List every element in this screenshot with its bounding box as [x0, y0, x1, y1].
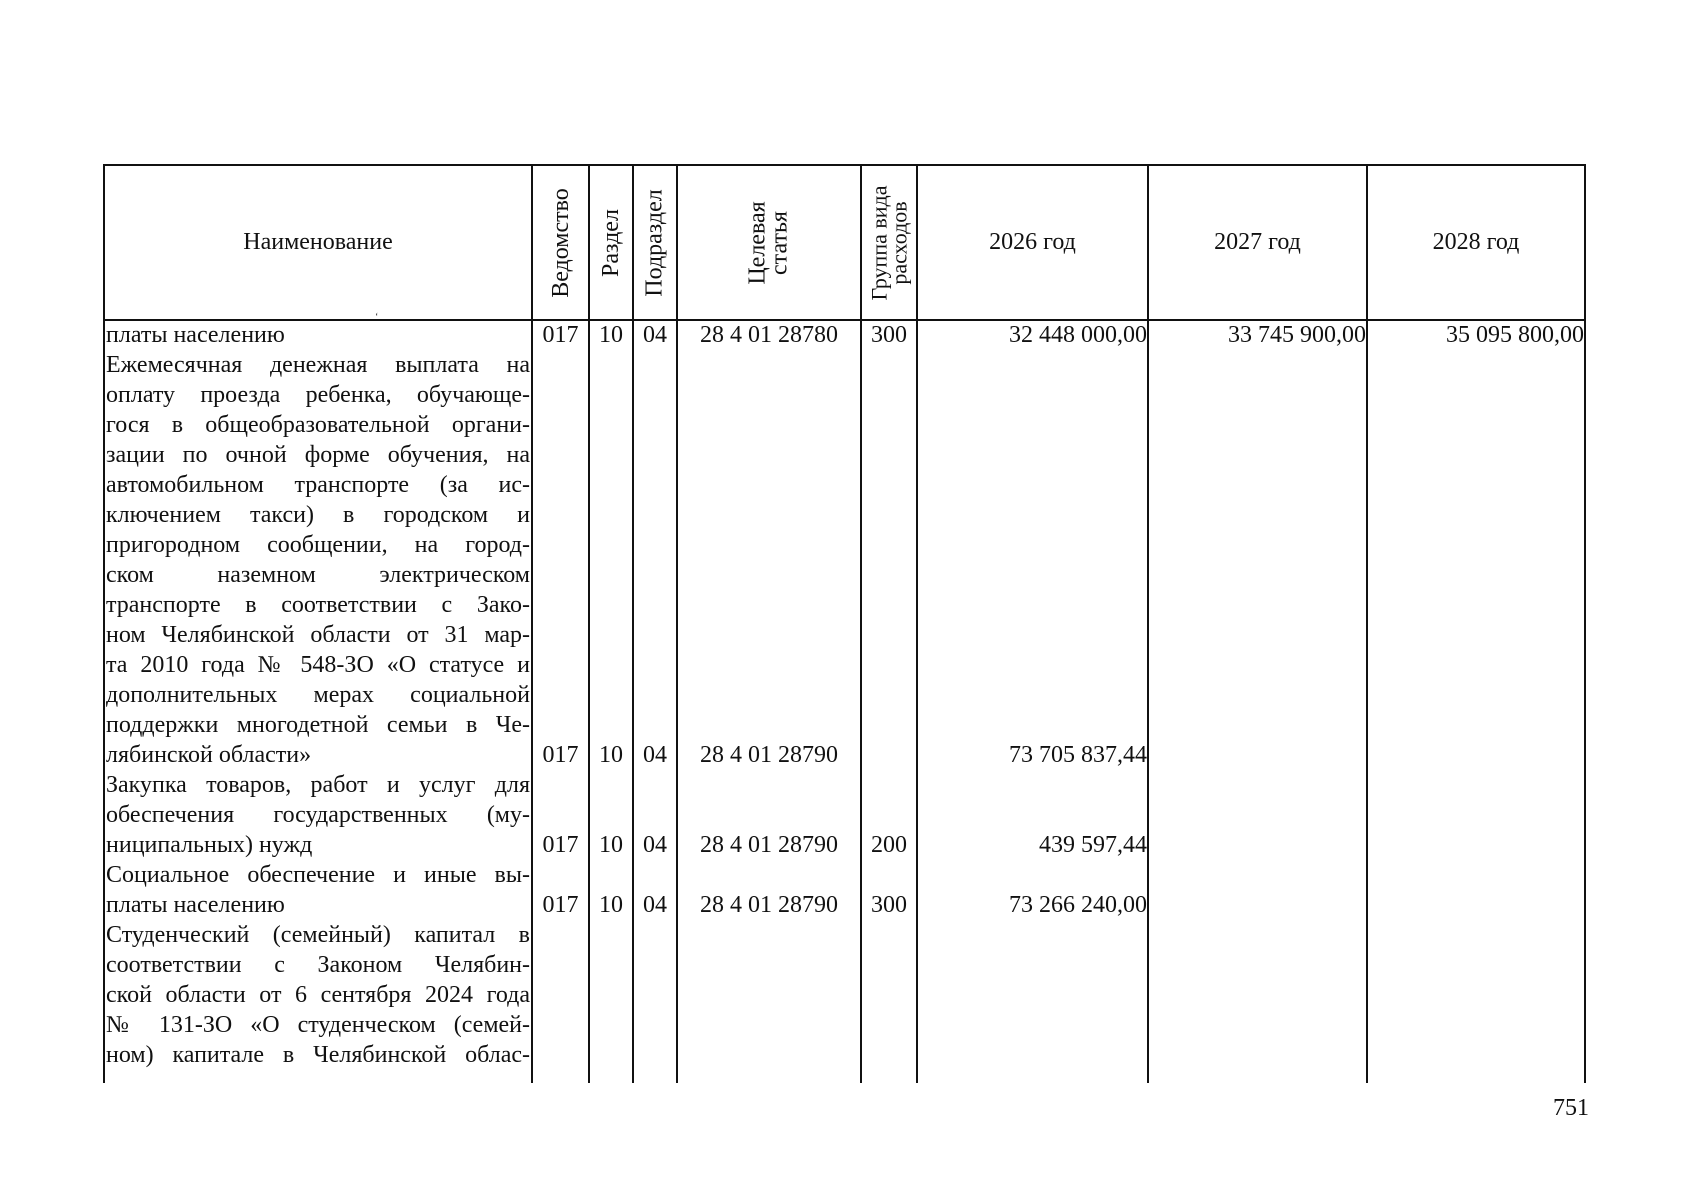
- row-1-description: [106, 350, 530, 770]
- header-exp: [862, 166, 916, 319]
- page-number: 751: [1553, 1095, 1589, 1121]
- header-subsection: [634, 166, 676, 319]
- header-exp-line2: расходов: [886, 200, 912, 285]
- header-2027-text: 2027 год: [1214, 229, 1301, 255]
- row-0-dept: 017: [542, 322, 579, 348]
- row-3-target: 28 4 01 28790: [700, 892, 838, 918]
- header-target-text: [744, 200, 793, 285]
- row-3-subsection: 04: [643, 892, 667, 918]
- desc-line: ном) капитале в Челябинской облас-: [106, 1042, 530, 1068]
- header-name: [105, 166, 531, 319]
- row-3-dept: 017: [542, 892, 579, 918]
- desc-line: зации по очной форме обучения, на: [106, 442, 530, 468]
- row-4-description: [106, 920, 530, 1070]
- desc-line: Социальное обеспечение и иные вы-: [106, 862, 530, 888]
- row-2-target: 28 4 01 28790: [700, 832, 838, 858]
- desc-line: Закупка товаров, работ и услуг для: [106, 772, 530, 798]
- row-0-description: [106, 320, 530, 350]
- row-0-2027: 33 745 900,00: [1228, 322, 1366, 348]
- desc-line: лябинской области»: [106, 742, 312, 768]
- desc-line: пригородном сообщении, на город-: [106, 532, 530, 558]
- row-3-exp: 300: [871, 892, 907, 918]
- header-2028-text: 2028 год: [1432, 229, 1520, 255]
- row-0-exp: 300: [871, 322, 907, 348]
- desc-line: платы населению: [106, 322, 285, 348]
- header-subsection-text: Подраздел: [642, 188, 669, 297]
- row-2-2026: 439 597,44: [1039, 832, 1147, 858]
- row-3-2026: 73 266 240,00: [1009, 892, 1147, 918]
- row-0-2026: 32 448 000,00: [1009, 322, 1147, 348]
- row-3-section: 10: [599, 892, 623, 918]
- desc-line: ниципальных) нужд: [106, 832, 313, 858]
- row-2-subsection: 04: [643, 832, 667, 858]
- desc-line: поддержки многодетной семьи в Че-: [106, 712, 530, 738]
- header-exp-line1: Группа вида: [866, 185, 892, 300]
- header-target-line2: статья: [766, 210, 793, 275]
- desc-line: оплату проезда ребенка, обучающе-: [106, 382, 530, 408]
- header-2026-text: 2026 год: [989, 229, 1076, 255]
- header-target: [678, 166, 860, 319]
- row-1-section: 10: [599, 742, 623, 768]
- header-2028: [1368, 166, 1584, 319]
- desc-line: транспорте в соответствии с Зако-: [106, 592, 530, 618]
- header-2026: [918, 166, 1147, 319]
- row-0-section: 10: [599, 322, 623, 348]
- desc-line: ской области от 6 сентября 2024 года: [106, 982, 530, 1008]
- desc-line: Ежемесячная денежная выплата на: [106, 352, 530, 378]
- row-0-2028: 35 095 800,00: [1446, 322, 1584, 348]
- row-1-target: 28 4 01 28790: [700, 742, 838, 768]
- header-dept: [533, 166, 588, 319]
- desc-line: ключением такси) в городском и: [106, 502, 530, 528]
- desc-line: ном Челябинской области от 31 мар-: [106, 622, 530, 648]
- desc-line: та 2010 года № 548-ЗО «О статусе и: [106, 652, 530, 678]
- header-section-text: Раздел: [598, 208, 625, 277]
- header-dept-text: Ведомство: [547, 187, 574, 298]
- scan-mark: ‘: [375, 312, 379, 323]
- budget-table: [103, 164, 1586, 1083]
- header-exp-text: [866, 185, 912, 300]
- desc-line: обеспечения государственных (му-: [106, 802, 530, 828]
- row-0-target: 28 4 01 28780: [700, 322, 838, 348]
- row-0-subsection: 04: [643, 322, 667, 348]
- row-2-exp: 200: [871, 832, 907, 858]
- desc-line: Студенческий (семейный) капитал в: [106, 922, 530, 948]
- col-border: [1584, 164, 1586, 1083]
- header-name-text: Наименование: [243, 229, 393, 255]
- desc-line: № 131-ЗО «О студенческом (семей-: [106, 1012, 530, 1038]
- header-target-line1: Целевая: [744, 200, 771, 285]
- row-3-description: [106, 860, 530, 920]
- row-1-2026: 73 705 837,44: [1009, 742, 1147, 768]
- row-2-dept: 017: [542, 832, 579, 858]
- header-2027: [1149, 166, 1366, 319]
- desc-line: гося в общеобразовательной органи-: [106, 412, 530, 438]
- desc-line: соответствии с Законом Челябин-: [106, 952, 530, 978]
- desc-line: ском наземном электрическом: [106, 562, 530, 588]
- row-1-dept: 017: [542, 742, 579, 768]
- desc-line: дополнительных мерах социальной: [106, 682, 530, 708]
- desc-line: платы населению: [106, 892, 285, 918]
- row-2-description: [106, 770, 530, 860]
- desc-line: автомобильном транспорте (за ис-: [106, 472, 530, 498]
- header-section: [590, 166, 632, 319]
- row-1-subsection: 04: [643, 742, 667, 768]
- row-2-section: 10: [599, 832, 623, 858]
